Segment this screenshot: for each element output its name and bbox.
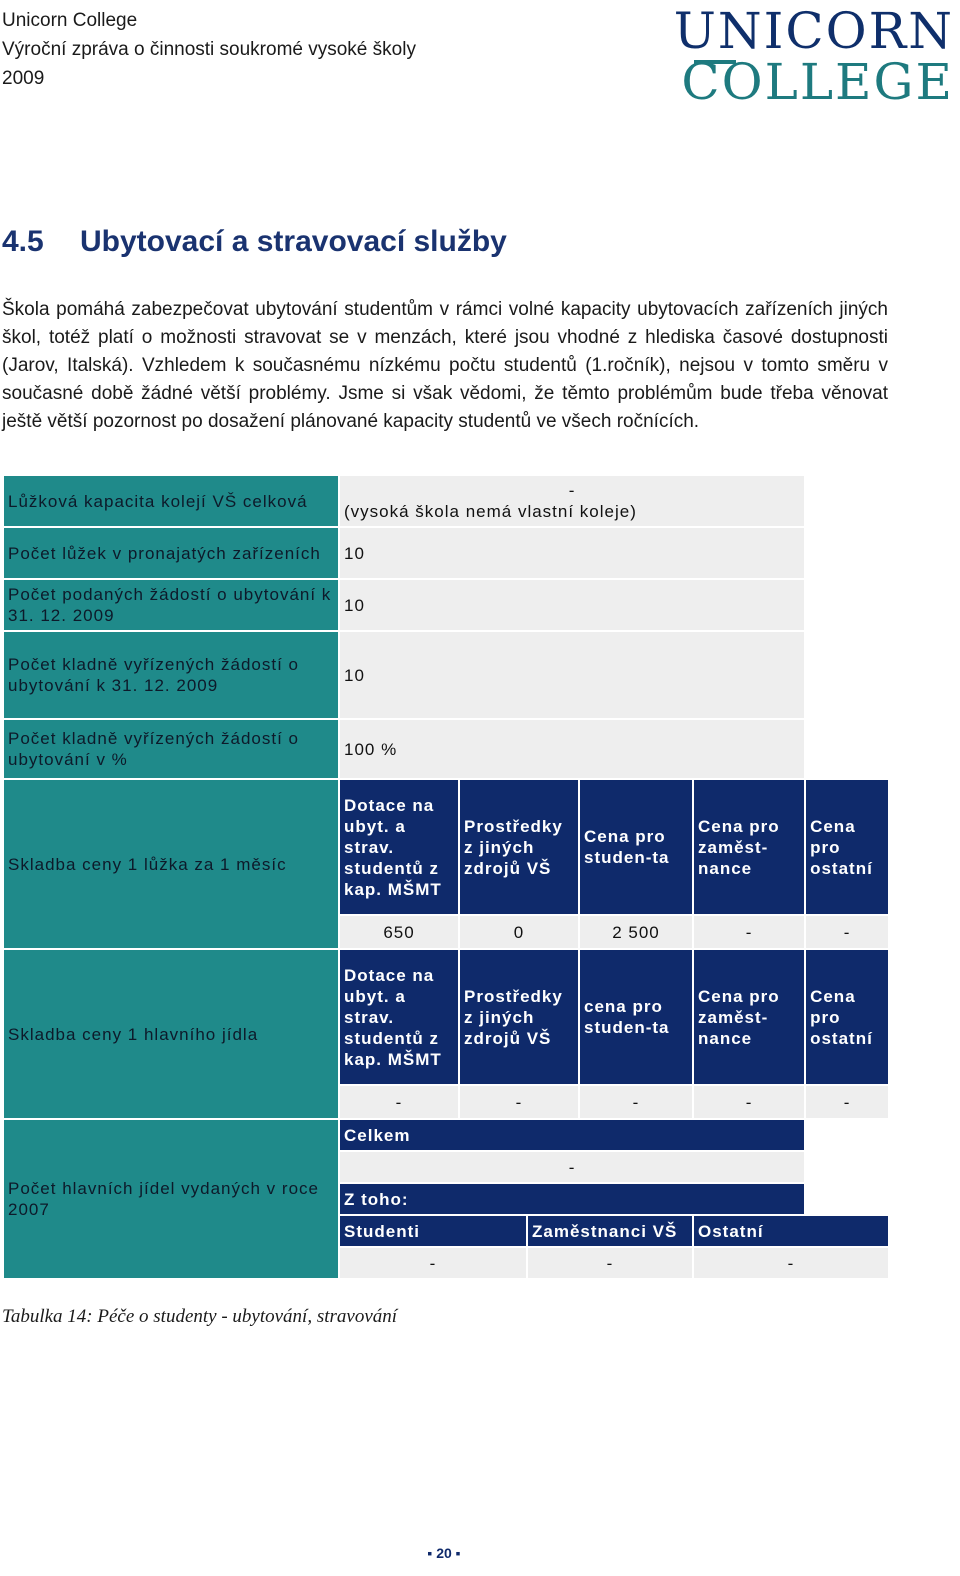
column-header: Cena pro studen-ta [580, 780, 692, 914]
cell-value: - [806, 916, 888, 948]
row-label: Skladba ceny 1 hlavního jídla [4, 950, 338, 1118]
column-header: Dotace na ubyt. a strav. studentů z kap. MŠMT [340, 780, 458, 914]
row-label: Počet hlavních jídel vydaných v roce 2007 [4, 1120, 338, 1278]
unicorn-college-logo [673, 2, 954, 112]
cell-value: 650 [340, 916, 458, 948]
cell-value: - [806, 1086, 888, 1118]
row-value: 10 [340, 580, 804, 630]
table-row [4, 1120, 888, 1150]
cell-value: - [528, 1248, 692, 1278]
body-paragraph: Škola pomáhá zabezpečovat ubytování studentům v rámci volné kapacity ubytovacích zařízeních jiných škol, totéž platí o možnosti stravovat se v menzách, které jsou vhodné z hlediska časové dostupnosti (Jarov, Italská). Vzhledem k současnému nízkému počtu studentů (1.ročník), nejsou v tomto směru v současné době žádné větší problémy. Jsme si však vědomi, že těmto problémům bude třeba věnovat ještě větší pozornost po dosažení plánované kapacity studentů ve všech ročnících. [2, 299, 888, 432]
row-label: Lůžková kapacita kolejí VŠ celková [4, 476, 338, 526]
cell-value: - [694, 1248, 888, 1278]
cell-value: - [580, 1086, 692, 1118]
cell-value: - [694, 916, 804, 948]
column-header: Cena pro ostatní [806, 950, 888, 1084]
value-note: (vysoká škola nemá vlastní koleje) [344, 502, 637, 521]
logo-line-college: COLLEGE [681, 53, 954, 111]
row-label: Počet kladně vyřízených žádostí o ubytování k 31. 12. 2009 [4, 632, 338, 718]
column-header: Prostředky z jiných zdrojů VŠ [460, 950, 578, 1084]
row-label: Skladba ceny 1 lůžka za 1 měsíc [4, 780, 338, 948]
row-value: 100 % [340, 720, 804, 778]
total-header: Celkem [340, 1120, 804, 1150]
page-number: ▪ 20 ▪ [427, 1545, 461, 1561]
column-header: Cena pro zaměst-nance [694, 780, 804, 914]
table-row [4, 950, 888, 1084]
row-label: Počet kladně vyřízených žádostí o ubytování v % [4, 720, 338, 778]
column-header: Studenti [340, 1216, 526, 1246]
of-which-header: Z toho: [340, 1184, 804, 1214]
column-header: Dotace na ubyt. a strav. studentů z kap. MŠMT [340, 950, 458, 1084]
cell-value: 2 500 [580, 916, 692, 948]
value-dash: - [568, 481, 576, 500]
cell-value: - [340, 1086, 458, 1118]
section-number: 4.5 [2, 225, 44, 258]
cell-value: - [340, 1248, 526, 1278]
section-title: Ubytovací a stravovací služby [80, 225, 507, 258]
header-report-title: Výroční zpráva o činnosti soukromé vysoké školy [2, 39, 416, 60]
table-row [4, 632, 888, 718]
logo-line-unicorn: UNICORN [673, 2, 954, 60]
table-caption: Tabulka 14: Péče o studenty - ubytování, stravování [2, 1306, 398, 1327]
header-org: Unicorn College [2, 10, 138, 31]
cell-value: - [694, 1086, 804, 1118]
accommodation-table [2, 474, 890, 1280]
table-row [4, 720, 888, 778]
document-header [2, 6, 416, 93]
column-header: Zaměstnanci VŠ [528, 1216, 692, 1246]
row-value [340, 476, 804, 526]
table-row [4, 476, 888, 526]
table-row [4, 580, 888, 630]
table-row [4, 780, 888, 914]
column-header: Cena pro zaměst-nance [694, 950, 804, 1084]
column-header: Prostředky z jiných zdrojů VŠ [460, 780, 578, 914]
total-value: - [340, 1152, 804, 1182]
cell-value: - [460, 1086, 578, 1118]
header-year: 2009 [2, 68, 45, 89]
section-heading [2, 222, 507, 262]
column-header: cena pro studen-ta [580, 950, 692, 1084]
row-label: Počet lůžek v pronajatých zařízeních [4, 528, 338, 578]
row-value: 10 [340, 632, 804, 718]
column-header: Ostatní [694, 1216, 888, 1246]
row-value: 10 [340, 528, 804, 578]
row-label: Počet podaných žádostí o ubytování k 31. 12. 2009 [4, 580, 338, 630]
cell-value: 0 [460, 916, 578, 948]
column-header: Cena pro ostatní [806, 780, 888, 914]
table-row [4, 528, 888, 578]
